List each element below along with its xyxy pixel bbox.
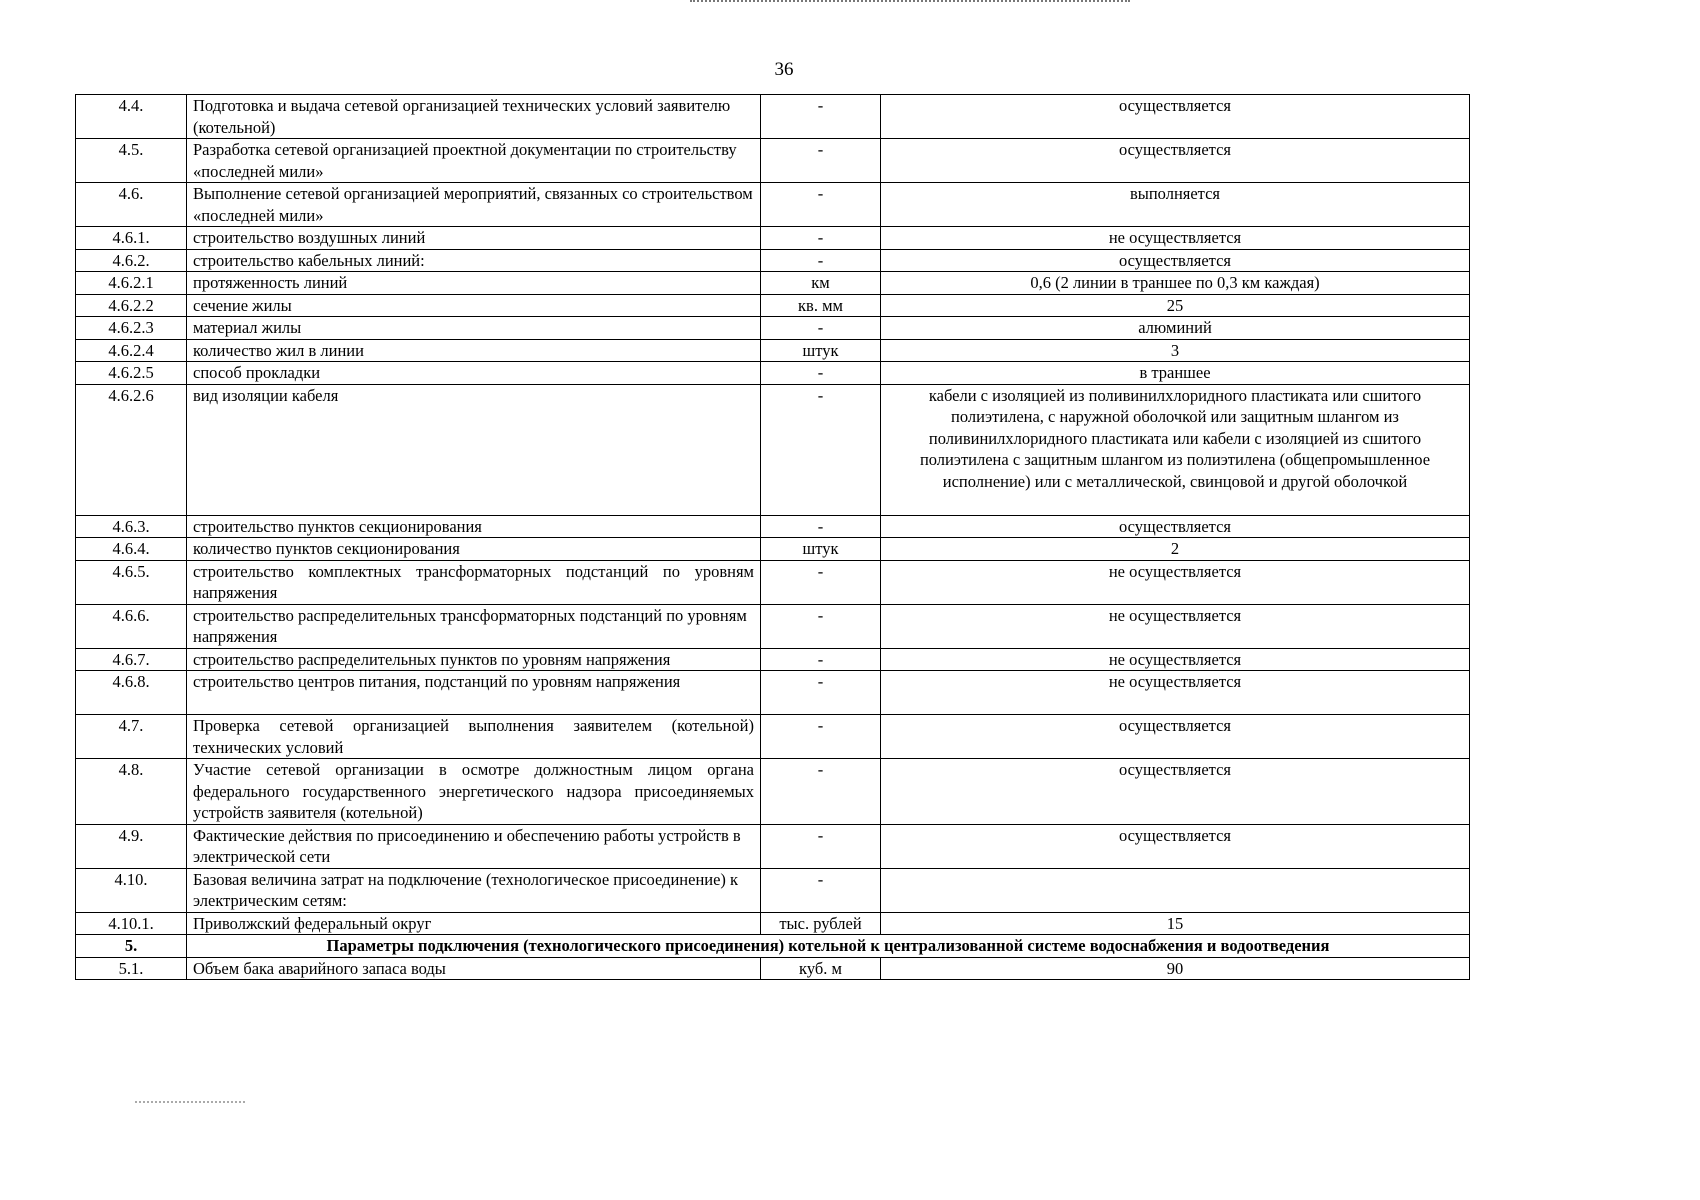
row-value: не осуществляется <box>881 648 1470 671</box>
table-row <box>76 648 1470 671</box>
row-name: Участие сетевой организации в осмотре должностным лицом органа федерального государственного энергетического надзора присоединяемых устройств заявителя (котельной) <box>187 759 761 825</box>
table-row <box>76 339 1470 362</box>
row-value: осуществляется <box>881 139 1470 183</box>
row-unit: кв. мм <box>761 294 881 317</box>
row-value: осуществляется <box>881 515 1470 538</box>
row-name: Приволжский федеральный округ <box>187 912 761 935</box>
row-name: строительство пунктов секционирования <box>187 515 761 538</box>
row-number: 4.6.2.2 <box>76 294 187 317</box>
row-value: алюминий <box>881 317 1470 340</box>
row-value <box>881 868 1470 912</box>
row-name: строительство распределительных пунктов по уровням напряжения <box>187 648 761 671</box>
row-value: осуществляется <box>881 759 1470 825</box>
row-name: Разработка сетевой организацией проектной документации по строительству «последней мили» <box>187 139 761 183</box>
row-unit: - <box>761 362 881 385</box>
section-header-row <box>76 935 1470 958</box>
table-row <box>76 515 1470 538</box>
row-unit: - <box>761 560 881 604</box>
table-row <box>76 317 1470 340</box>
row-name: способ прокладки <box>187 362 761 385</box>
row-unit: куб. м <box>761 957 881 980</box>
row-number: 4.6.4. <box>76 538 187 561</box>
row-unit: км <box>761 272 881 295</box>
table-row <box>76 294 1470 317</box>
row-unit: - <box>761 868 881 912</box>
row-number: 4.6.2.6 <box>76 384 187 515</box>
table-row <box>76 671 1470 715</box>
section-title: Параметры подключения (технологического присоединения) котельной к централизованной системе водоснабжения и водоотведения <box>187 935 1470 958</box>
table-row <box>76 560 1470 604</box>
table-row <box>76 868 1470 912</box>
row-name: количество жил в линии <box>187 339 761 362</box>
table-row <box>76 538 1470 561</box>
table-row <box>76 957 1470 980</box>
table-row <box>76 384 1470 515</box>
row-value: осуществляется <box>881 249 1470 272</box>
row-number: 4.9. <box>76 824 187 868</box>
table-row <box>76 912 1470 935</box>
table-row <box>76 362 1470 385</box>
row-unit: - <box>761 139 881 183</box>
row-name: вид изоляции кабеля <box>187 384 761 515</box>
section-number: 5. <box>76 935 187 958</box>
row-unit: - <box>761 671 881 715</box>
row-unit: штук <box>761 538 881 561</box>
row-name: Подготовка и выдача сетевой организацией технических условий заявителю (котельной) <box>187 95 761 139</box>
row-number: 4.6.1. <box>76 227 187 250</box>
row-value: 0,6 (2 линии в траншее по 0,3 км каждая) <box>881 272 1470 295</box>
row-number: 4.10. <box>76 868 187 912</box>
row-unit: - <box>761 317 881 340</box>
table-row <box>76 95 1470 139</box>
row-number: 4.5. <box>76 139 187 183</box>
row-unit: - <box>761 715 881 759</box>
row-number: 4.6.2.1 <box>76 272 187 295</box>
row-number: 4.6.5. <box>76 560 187 604</box>
scan-artifact-top <box>690 0 1130 5</box>
row-number: 4.6.8. <box>76 671 187 715</box>
row-unit: штук <box>761 339 881 362</box>
row-name: Объем бака аварийного запаса воды <box>187 957 761 980</box>
row-unit: тыс. рублей <box>761 912 881 935</box>
table-row <box>76 139 1470 183</box>
row-number: 4.6.2. <box>76 249 187 272</box>
row-value: осуществляется <box>881 95 1470 139</box>
row-value: не осуществляется <box>881 227 1470 250</box>
row-value: 15 <box>881 912 1470 935</box>
row-name: количество пунктов секционирования <box>187 538 761 561</box>
row-value: в траншее <box>881 362 1470 385</box>
row-number: 5.1. <box>76 957 187 980</box>
row-number: 4.6.2.5 <box>76 362 187 385</box>
row-unit: - <box>761 95 881 139</box>
row-name: строительство кабельных линий: <box>187 249 761 272</box>
row-value: 25 <box>881 294 1470 317</box>
row-name: строительство комплектных трансформаторных подстанций по уровням напряжения <box>187 560 761 604</box>
scan-artifact-bottom <box>135 1101 245 1105</box>
row-unit: - <box>761 384 881 515</box>
row-value: выполняется <box>881 183 1470 227</box>
row-name: сечение жилы <box>187 294 761 317</box>
row-value: не осуществляется <box>881 604 1470 648</box>
row-number: 4.10.1. <box>76 912 187 935</box>
table-row <box>76 604 1470 648</box>
row-unit: - <box>761 759 881 825</box>
table-row <box>76 715 1470 759</box>
row-unit: - <box>761 648 881 671</box>
row-number: 4.6.6. <box>76 604 187 648</box>
row-name: строительство распределительных трансформаторных подстанций по уровням напряжения <box>187 604 761 648</box>
row-unit: - <box>761 227 881 250</box>
row-number: 4.6.2.4 <box>76 339 187 362</box>
row-name: материал жилы <box>187 317 761 340</box>
row-unit: - <box>761 183 881 227</box>
row-name: строительство центров питания, подстанций по уровням напряжения <box>187 671 761 715</box>
row-unit: - <box>761 604 881 648</box>
row-value: не осуществляется <box>881 671 1470 715</box>
row-name: Выполнение сетевой организацией мероприятий, связанных со строительством «последней мили» <box>187 183 761 227</box>
row-value: 2 <box>881 538 1470 561</box>
row-number: 4.6. <box>76 183 187 227</box>
table-row <box>76 183 1470 227</box>
row-value: осуществляется <box>881 824 1470 868</box>
table-row <box>76 824 1470 868</box>
parameters-table <box>75 94 1470 980</box>
row-number: 4.6.3. <box>76 515 187 538</box>
row-value: осуществляется <box>881 715 1470 759</box>
row-value: 90 <box>881 957 1470 980</box>
table-row <box>76 272 1470 295</box>
row-number: 4.4. <box>76 95 187 139</box>
row-name: Проверка сетевой организацией выполнения заявителем (котельной) технических условий <box>187 715 761 759</box>
row-name: протяженность линий <box>187 272 761 295</box>
row-number: 4.6.7. <box>76 648 187 671</box>
row-number: 4.7. <box>76 715 187 759</box>
row-unit: - <box>761 249 881 272</box>
row-name: строительство воздушных линий <box>187 227 761 250</box>
row-name: Фактические действия по присоединению и обеспечению работы устройств в электрической сети <box>187 824 761 868</box>
row-name: Базовая величина затрат на подключение (технологическое присоединение) к электрическим сетям: <box>187 868 761 912</box>
table-row <box>76 759 1470 825</box>
row-number: 4.6.2.3 <box>76 317 187 340</box>
table-row <box>76 249 1470 272</box>
table-row <box>76 227 1470 250</box>
row-unit: - <box>761 824 881 868</box>
row-value: кабели с изоляцией из поливинилхлоридного пластиката или сшитого полиэтилена, с наружной оболочкой или защитным шлангом из поливинилхлоридного пластиката или кабели с изоляцией из сшитого полиэтилена с защитным шлангом из полиэтилена (общепромышленное исполнение) или с металлической, свинцовой и другой оболочкой <box>881 384 1470 515</box>
row-value: 3 <box>881 339 1470 362</box>
row-value: не осуществляется <box>881 560 1470 604</box>
row-number: 4.8. <box>76 759 187 825</box>
row-unit: - <box>761 515 881 538</box>
page-number: 36 <box>774 59 794 80</box>
